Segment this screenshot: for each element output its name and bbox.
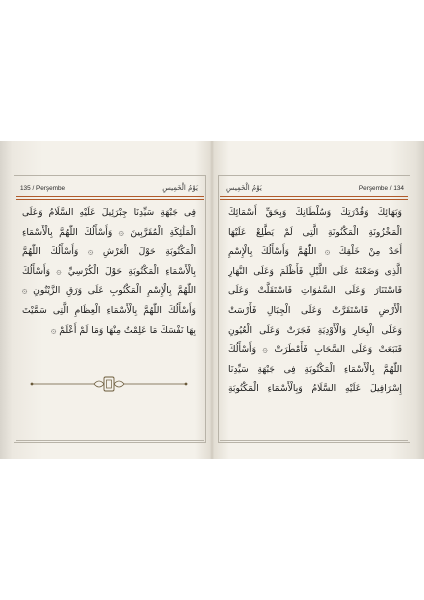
right-page bbox=[212, 141, 424, 459]
text-line: فَاسْتَنَارَ وَعَلَى السَّمٰوَاتِ فَاسْتَقَلَّتْ وَعَلَى bbox=[228, 285, 402, 297]
header-rule bbox=[220, 196, 408, 200]
left-page bbox=[0, 141, 212, 459]
left-page-text bbox=[22, 203, 196, 340]
text-line: الْأَرْضِ فَاسْتَقَرَّتْ وَعَلَى الْجِبَالِ فَأَرْسَتْ bbox=[228, 304, 402, 316]
text-line: اللّٰهُمَّ بِالْأَسْمَاءِ الْمَكْتُوبَةِ فِى جَبْهَةِ سَيِّدِنَا bbox=[228, 363, 402, 375]
page-folio: 135 / Perşembe bbox=[20, 184, 66, 192]
page-day-title: يَوْمُ الْخَمِيسِ bbox=[226, 184, 262, 192]
text-line: الْمَخْزُونَةِ الْمَكْنُونَةِ الَّتِى لَمْ يَطَّلِعْ عَلَيْهَا bbox=[228, 226, 402, 238]
bottom-rule bbox=[16, 440, 204, 441]
text-line: إِسْرَافِيلَ عَلَيْهِ السَّلَامُ وَبِالْأَسْمَاءِ الْمَكْتُوبَةِ bbox=[228, 383, 402, 395]
left-page-header bbox=[20, 181, 198, 195]
page-day-title: يَوْمُ الْخَمِيسِ bbox=[162, 184, 198, 192]
right-page-header bbox=[226, 181, 404, 195]
text-line: الْمَلَٰئِكَةِ الْمُقَرَّبِينَ ۞ وَأَسْأَلُكَ اللّٰهُمَّ بِالْأَسْمَاءِ bbox=[22, 226, 196, 238]
text-line: فِى جَبْهَةِ سَيِّدِنَا جِبْرَئِيلَ عَلَيْهِ السَّلَامُ وَعَلَى bbox=[22, 207, 196, 218]
open-book bbox=[0, 141, 424, 459]
bottom-rule bbox=[220, 440, 408, 441]
header-rule bbox=[16, 196, 204, 200]
text-line: اللّٰهُمَّ بِالْإِسْمِ الْمَكْتُوبِ عَلَى وَرَقِ الزَّيْتُونِ ۞ bbox=[22, 285, 196, 297]
text-line: بِالْأَسْمَاءِ الْمَكْتُوبَةِ حَوْلَ الْكُرْسِيِّ ۞ وَأَسْأَلُكَ bbox=[22, 265, 196, 277]
text-line: أَحَدٌ مِنْ خَلْقِكَ ۞ اللّٰهُمَّ وَأَسْأَلُكَ بِالْإِسْمِ bbox=[228, 246, 402, 258]
text-line: وَبَهَائِكَ وَقُدْرَتِكَ وَسُلْطَانِكَ وَبِحَقِّ أَسْمَائِكَ bbox=[228, 207, 402, 218]
text-line: بِهَا نَفْسَكَ مَا عَلِمْتُ مِنْهَا وَمَا لَمْ أَعْلَمْ ۞ bbox=[50, 324, 196, 336]
right-page-text bbox=[228, 203, 402, 399]
text-line: الْمَكْتُوبَةِ حَوْلَ الْعَرْشِ ۞ وَأَسْأَلُكَ اللّٰهُمَّ bbox=[22, 246, 196, 258]
divider-ornament-icon bbox=[22, 374, 196, 394]
text-line: وَأَسْأَلُكَ اللّٰهُمَّ بِالْأَسْمَاءِ الْعِظَامِ الَّتِى سَمَّيْتَ bbox=[22, 304, 196, 316]
text-line: الَّذِى وَضَعْتَهُ عَلَى اللَّيْلِ فَأَظْلَمَ وَعَلَى النَّهَارِ bbox=[228, 265, 402, 277]
page-folio: Perşembe / 134 bbox=[358, 184, 404, 192]
text-line: فَنَبَعَتْ وَعَلَى السَّحَابِ فَأَمْطَرَتْ ۞ وَأَسْأَلُكَ bbox=[228, 344, 402, 356]
text-line: وَعَلَى الْبِحَارِ وَالْأَوْدِيَةِ فَجَرَتْ وَعَلَى الْعُيُونِ bbox=[228, 324, 402, 336]
